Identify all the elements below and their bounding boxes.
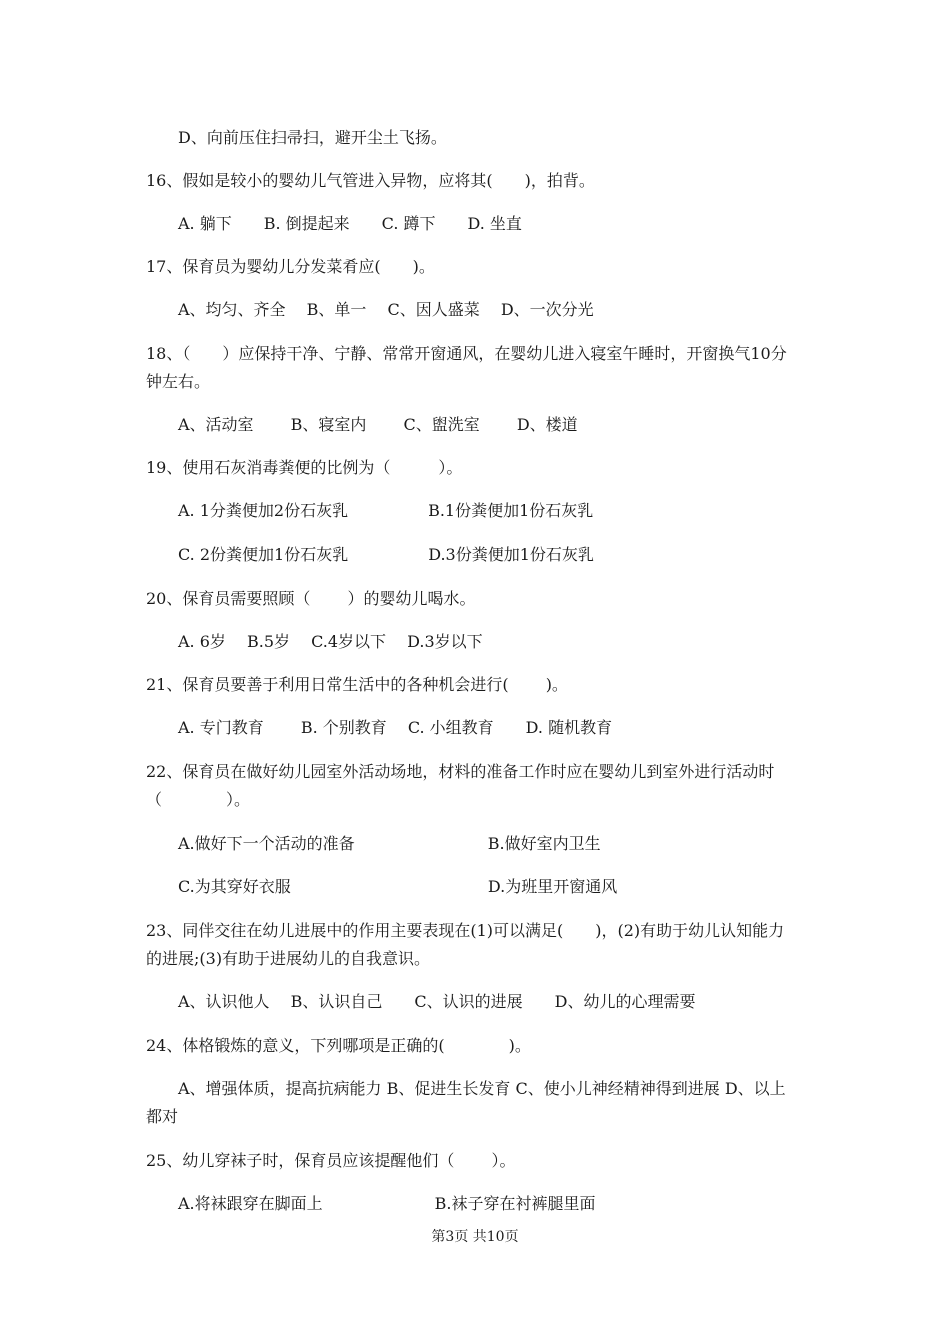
option-text: C.为其穿好衣服 D.为班里开窗通风 xyxy=(178,877,618,896)
question-text: 20、保育员需要照顾（ ）的婴幼儿喝水。 xyxy=(146,589,476,608)
question-text: 16、假如是较小的婴幼儿气管进入异物，应将其( )，拍背。 xyxy=(146,171,595,190)
question-text: 17、保育员为婴幼儿分发菜肴应( )。 xyxy=(146,257,435,276)
question-text: 22、保育员在做好幼儿园室外活动场地，材料的准备工作时应在婴幼儿到室外进行活动时 xyxy=(146,762,775,781)
option-text: A、认识他人 B、认识自己 C、认识的进展 D、幼儿的心理需要 xyxy=(178,992,696,1011)
option-text: C. 2份粪便加1份石灰乳 D.3份粪便加1份石灰乳 xyxy=(178,545,594,564)
question-text: 24、体格锻炼的意义，下列哪项是正确的( )。 xyxy=(146,1036,531,1055)
question-text: 的进展;(3)有助于进展幼儿的自我意识。 xyxy=(146,949,431,968)
option-text: A. 专门教育 B. 个别教育 C. 小组教育 D. 随机教育 xyxy=(178,718,613,737)
option-text: D、向前压住扫帚扫，避开尘土飞扬。 xyxy=(178,128,447,147)
question-text: 21、保育员要善于利用日常生活中的各种机会进行( )。 xyxy=(146,675,568,694)
option-text: A.将袜跟穿在脚面上 B.袜子穿在衬裤腿里面 xyxy=(178,1194,596,1213)
question-text: 钟左右。 xyxy=(146,372,211,391)
option-text: A.做好下一个活动的准备 B.做好室内卫生 xyxy=(178,834,601,853)
question-text: 18、（ ）应保持干净、宁静、常常开窗通风，在婴幼儿进入寝室午睡时，开窗换气10分 xyxy=(146,344,787,363)
option-text: A、活动室 B、寝室内 C、盥洗室 D、楼道 xyxy=(178,415,578,434)
question-text: （ ）。 xyxy=(146,790,251,809)
option-text: A、均匀、齐全 B、单一 C、因人盛菜 D、一次分光 xyxy=(178,300,594,319)
option-text: A. 1分粪便加2份石灰乳 B.1份粪便加1份石灰乳 xyxy=(178,501,594,520)
question-text: 19、使用石灰消毒粪便的比例为（ ）。 xyxy=(146,458,463,477)
option-text: A. 6岁 B.5岁 C.4岁以下 D.3岁以下 xyxy=(178,632,483,651)
question-text: 25、幼儿穿袜子时，保育员应该提醒他们（ ）。 xyxy=(146,1151,516,1170)
question-text: 23、同伴交往在幼儿进展中的作用主要表现在(1)可以满足( )，(2)有助于幼儿认知能力 xyxy=(146,921,785,940)
option-text: A. 躺下 B. 倒提起来 C. 蹲下 D. 坐直 xyxy=(178,214,522,233)
option-text: A、增强体质，提高抗病能力 B、促进生长发育 C、使小儿神经精神得到进展 D、以上 xyxy=(178,1079,786,1098)
page-number: 第3页 共10页 xyxy=(431,1229,519,1245)
question-text: 都对 xyxy=(146,1107,179,1126)
